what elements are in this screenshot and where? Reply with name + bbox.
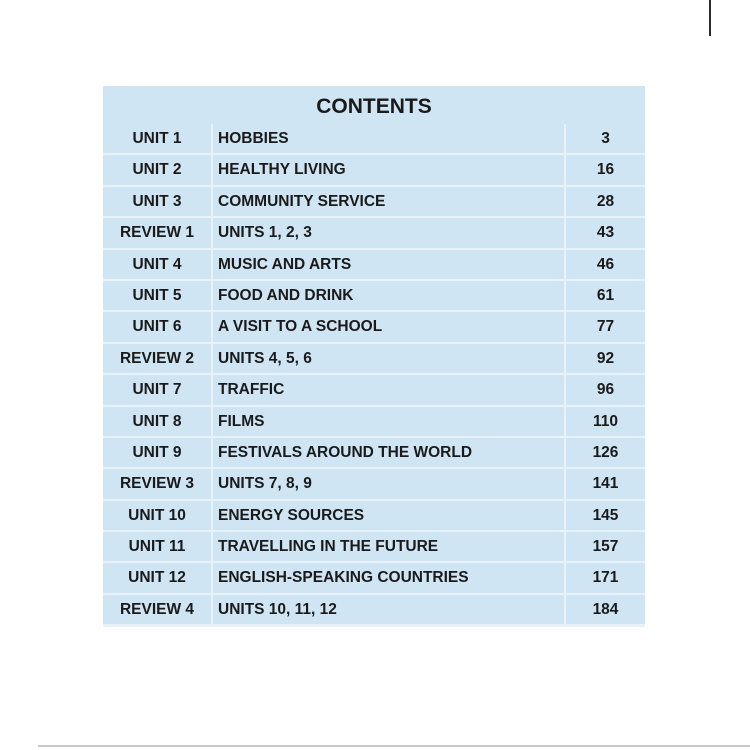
table-row <box>103 595 645 624</box>
unit-title: MUSIC AND ARTS <box>213 250 564 279</box>
unit-label: UNIT 12 <box>103 563 211 592</box>
bottom-divider <box>38 745 750 747</box>
unit-label: REVIEW 3 <box>103 469 211 498</box>
unit-label: REVIEW 2 <box>103 344 211 373</box>
table-row <box>103 250 645 279</box>
page-number: 96 <box>566 375 645 404</box>
page-number: 61 <box>566 281 645 310</box>
unit-title: COMMUNITY SERVICE <box>213 187 564 216</box>
unit-label: UNIT 1 <box>103 124 211 153</box>
table-row <box>103 187 645 216</box>
unit-label: REVIEW 4 <box>103 595 211 624</box>
unit-title: A VISIT TO A SCHOOL <box>213 312 564 341</box>
page-number: 157 <box>566 532 645 561</box>
unit-label: UNIT 7 <box>103 375 211 404</box>
table-row <box>103 563 645 592</box>
table-row <box>103 344 645 373</box>
unit-title: FESTIVALS AROUND THE WORLD <box>213 438 564 467</box>
unit-title: HOBBIES <box>213 124 564 153</box>
table-row <box>103 438 645 467</box>
page-number: 3 <box>566 124 645 153</box>
unit-title: HEALTHY LIVING <box>213 155 564 184</box>
table-row <box>103 407 645 436</box>
contents-title: CONTENTS <box>103 86 645 124</box>
unit-label: UNIT 4 <box>103 250 211 279</box>
page-number: 92 <box>566 344 645 373</box>
table-row <box>103 281 645 310</box>
table-row <box>103 469 645 498</box>
unit-title: UNITS 4, 5, 6 <box>213 344 564 373</box>
page-number: 145 <box>566 501 645 530</box>
unit-label: UNIT 3 <box>103 187 211 216</box>
unit-label: UNIT 10 <box>103 501 211 530</box>
unit-label: UNIT 11 <box>103 532 211 561</box>
page-number: 141 <box>566 469 645 498</box>
unit-title: TRAFFIC <box>213 375 564 404</box>
page-number: 126 <box>566 438 645 467</box>
page-number: 110 <box>566 407 645 436</box>
table-row <box>103 532 645 561</box>
unit-title: ENERGY SOURCES <box>213 501 564 530</box>
page-number: 77 <box>566 312 645 341</box>
unit-label: UNIT 2 <box>103 155 211 184</box>
contents-rows <box>103 124 645 626</box>
unit-title: ENGLISH-SPEAKING COUNTRIES <box>213 563 564 592</box>
contents-table <box>103 86 645 627</box>
table-row <box>103 501 645 530</box>
table-row <box>103 375 645 404</box>
unit-title: UNITS 1, 2, 3 <box>213 218 564 247</box>
table-row <box>103 124 645 153</box>
table-row <box>103 218 645 247</box>
unit-title: UNITS 10, 11, 12 <box>213 595 564 624</box>
unit-title: FILMS <box>213 407 564 436</box>
table-row <box>103 312 645 341</box>
unit-label: UNIT 9 <box>103 438 211 467</box>
unit-label: UNIT 5 <box>103 281 211 310</box>
page-number: 16 <box>566 155 645 184</box>
page-edge-mark <box>709 0 711 36</box>
unit-title: UNITS 7, 8, 9 <box>213 469 564 498</box>
unit-title: TRAVELLING IN THE FUTURE <box>213 532 564 561</box>
page-number: 171 <box>566 563 645 592</box>
unit-label: UNIT 6 <box>103 312 211 341</box>
unit-label: REVIEW 1 <box>103 218 211 247</box>
table-row <box>103 155 645 184</box>
page-number: 184 <box>566 595 645 624</box>
page-number: 28 <box>566 187 645 216</box>
page-number: 43 <box>566 218 645 247</box>
unit-label: UNIT 8 <box>103 407 211 436</box>
page-number: 46 <box>566 250 645 279</box>
unit-title: FOOD AND DRINK <box>213 281 564 310</box>
